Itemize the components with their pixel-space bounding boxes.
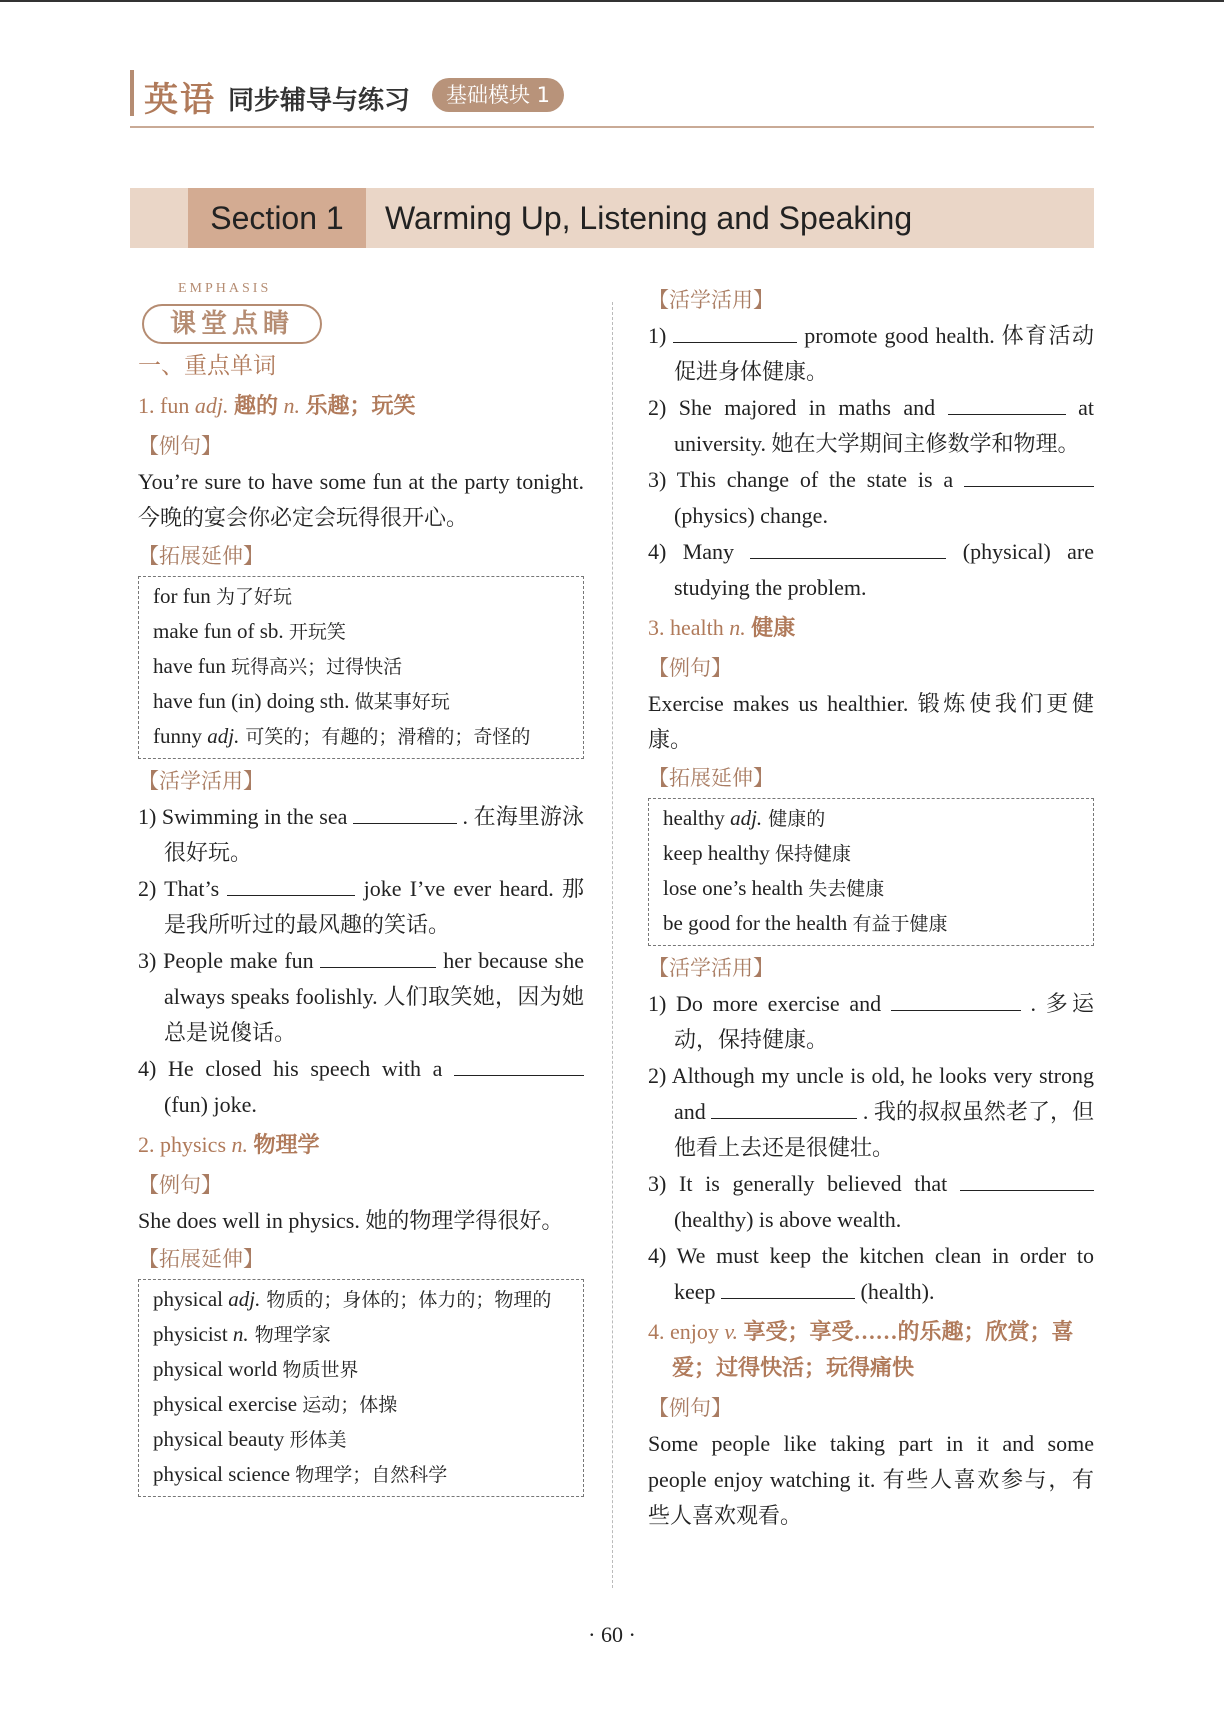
example-sentence: She does well in physics. 她的物理学得很好。 (138, 1208, 564, 1233)
word-pos: v. (724, 1319, 739, 1344)
answer-blank[interactable] (320, 945, 436, 968)
extension-box (138, 1279, 584, 1497)
answer-blank[interactable] (960, 1168, 1094, 1191)
example-tag: 【例句】 (138, 434, 222, 458)
answer-blank[interactable] (948, 392, 1066, 415)
word-heading-physics (138, 1127, 584, 1163)
extension-item: physicist n. 物理学家 (153, 1322, 331, 1346)
extension-item: physical beauty 形体美 (153, 1427, 347, 1451)
exercise-item: 2) That’s joke I’ve ever heard. 那是我所听过的最风趣的笑话。 (138, 871, 584, 943)
word-meaning: 物理学 (248, 1132, 320, 1157)
header-book-title: 同步辅导与练习 (228, 86, 411, 116)
extension-item: make fun of sb. 开玩笑 (153, 619, 346, 643)
emphasis-chinese: 课堂点睛 (142, 304, 322, 344)
exercise-item: 3) This change of the state is a (physics) change. (648, 462, 1094, 534)
extension-item: physical world 物质世界 (153, 1357, 359, 1381)
exercise-item: 4) He closed his speech with a (fun) joke. (138, 1051, 584, 1123)
word-number: 3. health (648, 615, 730, 640)
word-heading-fun (138, 388, 584, 424)
exercise-item: 3) People make fun her because she always speaks foolishly. 人们取笑她，因为她总是说傻话。 (138, 943, 584, 1051)
word-pos: adj. (194, 393, 229, 418)
header-accent-bar (130, 70, 134, 116)
header-subject: 英语 (144, 80, 216, 120)
section-label: Section 1 (188, 188, 366, 248)
extension-box (138, 576, 584, 759)
column-divider (612, 302, 613, 1588)
answer-blank[interactable] (750, 536, 946, 559)
example-tag: 【例句】 (138, 1173, 222, 1197)
answer-blank[interactable] (721, 1276, 855, 1299)
extension-item: physical science 物理学；自然科学 (153, 1462, 448, 1486)
exercise-item: 4) Many (physical) are studying the problem. (648, 534, 1094, 606)
answer-blank[interactable] (673, 320, 797, 343)
section-banner (130, 188, 1094, 248)
exercise-item: 1) Do more exercise and . 多运动，保持健康。 (648, 986, 1094, 1058)
extension-item: physical exercise 运动；体操 (153, 1392, 398, 1416)
extension-box (648, 798, 1094, 946)
header-divider (130, 126, 1094, 128)
word-heading-health (648, 610, 1094, 646)
section-title: Warming Up, Listening and Speaking (385, 200, 913, 236)
practice-tag: 【活学活用】 (648, 956, 774, 980)
word-number: 1. fun (138, 393, 195, 418)
extension-item: funny adj. 可笑的；有趣的；滑稽的；奇怪的 (153, 724, 531, 748)
extension-item: keep healthy 保持健康 (663, 841, 851, 865)
extension-item: healthy adj. 健康的 (663, 806, 826, 830)
exercise-item: 4) We must keep the kitchen clean in order to keep (health). (648, 1243, 1094, 1304)
header-module-badge: 基础模块 1 (432, 78, 564, 112)
extension-tag: 【拓展延伸】 (138, 1247, 264, 1271)
answer-blank[interactable] (454, 1053, 584, 1076)
answer-blank[interactable] (891, 988, 1021, 1011)
practice-tag: 【活学活用】 (648, 288, 774, 312)
answer-blank[interactable] (353, 801, 457, 824)
example-tag: 【例句】 (648, 656, 732, 680)
example-sentence: Some people like taking part in it and some people enjoy watching it. 有些人喜欢参与，有些人喜欢观看。 (648, 1431, 1094, 1528)
extension-item: have fun (in) doing sth. 做某事好玩 (153, 689, 450, 713)
page-number: · 60 · (588, 1622, 636, 1647)
extension-item: physical adj. 物质的；身体的；体力的；物理的 (153, 1287, 552, 1311)
left-column (138, 280, 584, 1501)
word-heading-enjoy (648, 1314, 1094, 1386)
right-column (648, 280, 1094, 1534)
practice-tag: 【活学活用】 (138, 769, 264, 793)
top-border-line (0, 0, 1224, 2)
answer-blank[interactable] (227, 873, 355, 896)
exercise-item: 2) Although my uncle is old, he looks very strong and . 我的叔叔虽然老了，但他看上去还是很健壮。 (648, 1063, 1094, 1160)
word-meaning: 乐趣；玩笑 (299, 393, 416, 418)
word-pos: n. (729, 615, 746, 640)
exercise-item: 3) It is generally believed that (healthy) is above wealth. (648, 1166, 1094, 1238)
example-sentence: You’re sure to have some fun at the party tonight. 今晚的宴会你必定会玩得很开心。 (138, 469, 584, 530)
example-tag: 【例句】 (648, 1396, 732, 1420)
word-number: 4. enjoy (648, 1319, 725, 1344)
extension-item: be good for the health 有益于健康 (663, 911, 948, 935)
exercise-item: 1) Swimming in the sea . 在海里游泳很好玩。 (138, 799, 584, 871)
exercise-item: 1) promote good health. 体育活动促进身体健康。 (648, 318, 1094, 390)
word-number: 2. physics (138, 1132, 232, 1157)
word-meaning: 趣的 (228, 393, 284, 418)
answer-blank[interactable] (964, 464, 1094, 487)
extension-item: have fun 玩得高兴；过得快活 (153, 654, 403, 678)
example-sentence: Exercise makes us healthier. 锻炼使我们更健康。 (648, 691, 1094, 752)
extension-item: lose one’s health 失去健康 (663, 876, 885, 900)
word-meaning: 健康 (745, 615, 796, 640)
word-pos: n. (231, 1132, 248, 1157)
part-title: 一、重点单词 (138, 353, 276, 378)
word-meaning: 享受；享受……的乐趣；欣赏；喜爱；过得快活；玩得痛快 (672, 1319, 1074, 1380)
extension-item: for fun 为了好玩 (153, 584, 292, 608)
word-pos: n. (283, 393, 300, 418)
emphasis-badge (140, 280, 584, 344)
emphasis-english: EMPHASIS (178, 281, 272, 296)
extension-tag: 【拓展延伸】 (138, 544, 264, 568)
answer-blank[interactable] (711, 1096, 857, 1119)
exercise-item: 2) She majored in maths and at university. 她在大学期间主修数学和物理。 (648, 390, 1094, 462)
extension-tag: 【拓展延伸】 (648, 766, 774, 790)
